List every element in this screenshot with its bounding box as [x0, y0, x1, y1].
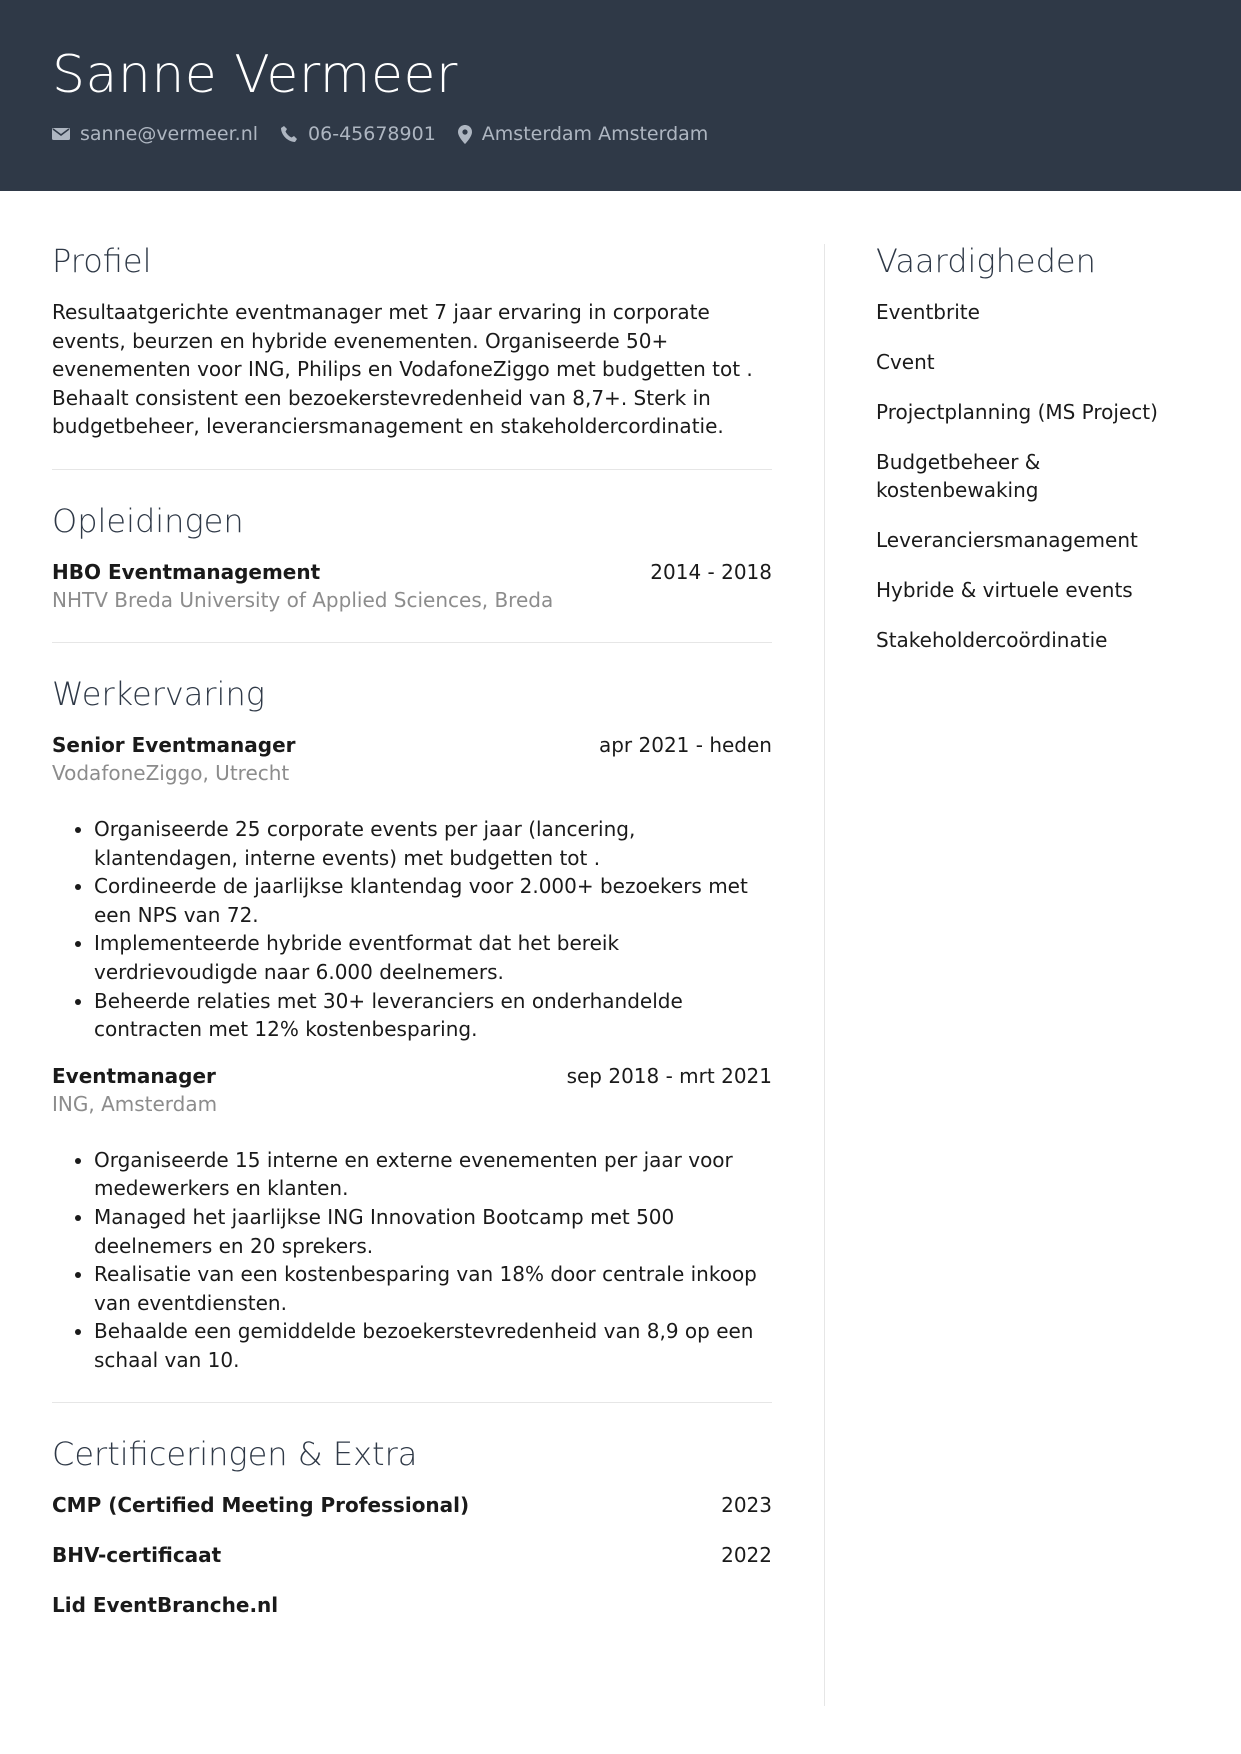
skill-item: Eventbrite [876, 300, 980, 324]
email-text: sanne@vermeer.nl [80, 123, 259, 145]
certification-item [52, 1491, 772, 1519]
job-title: Eventmanager [52, 1063, 216, 1088]
list-item: • Managed het jaarlijkse ING Innovation Bootcamp met 500 deelnemers en 20 sprekers. [94, 1203, 772, 1260]
job-period: apr 2021 - heden [598, 732, 772, 757]
list-item: • Cordineerde de jaarlijkse klantendag voor 2.000+ bezoekers met een NPS van 72. [94, 872, 772, 929]
envelope-icon [52, 127, 70, 141]
experience-entry [52, 1062, 772, 1375]
education-period: 2014 - 2018 [650, 559, 772, 584]
certification-name: CMP (Certified Meeting Professional) [52, 1493, 470, 1518]
certification-name: BHV-certificaat [52, 1543, 222, 1568]
skill-item: Stakeholdercoördinatie [876, 628, 1108, 652]
phone-text: 06-45678901 [308, 123, 436, 145]
column-divider [824, 244, 825, 1706]
job-title: Senior Eventmanager [52, 732, 296, 757]
education-institution: NHTV Breda University of Applied Sciences, Breda [52, 587, 554, 612]
certification-item [52, 1591, 772, 1619]
education-entry [52, 558, 772, 614]
skill-item: Hybride & virtuele events [876, 578, 1133, 602]
skill-item: Budgetbeheer & kostenbewaking [876, 450, 1041, 502]
certification-item [52, 1541, 772, 1569]
certification-name: Lid EventBranche.nl [52, 1593, 279, 1618]
job-bullets [52, 815, 772, 1044]
job-company: ING, Amsterdam [52, 1091, 218, 1116]
certification-year: 2023 [721, 1493, 772, 1518]
skills-heading: Vaardigheden [876, 242, 1096, 280]
certifications-heading: Certificeringen & Extra [52, 1435, 418, 1474]
job-period: sep 2018 - mrt 2021 [566, 1063, 772, 1088]
experience-heading: Werkervaring [52, 674, 265, 713]
contact-email [52, 121, 258, 147]
certification-year: 2022 [721, 1543, 772, 1568]
map-marker-icon [458, 125, 472, 144]
experience-section [52, 671, 772, 1404]
education-heading: Opleidingen [52, 501, 244, 540]
contact-phone [280, 121, 436, 147]
phone-icon [280, 125, 298, 143]
contact-info [52, 121, 730, 147]
profile-heading: Profiel [52, 242, 152, 280]
skills-list [876, 298, 1206, 654]
skill-item: Leveranciersmanagement [876, 528, 1138, 552]
contact-location [458, 121, 709, 147]
sidebar-column [876, 238, 1206, 676]
skill-item: Projectplanning (MS Project) [876, 400, 1158, 424]
list-item: • Behaalde een gemiddelde bezoekerstevredenheid van 8,9 op een schaal van 10. [94, 1317, 772, 1374]
candidate-name: Sanne Vermeer [52, 45, 458, 105]
education-title: HBO Eventmanagement [52, 559, 321, 584]
list-item: • Organiseerde 15 interne en externe evenementen per jaar voor medewerkers en klanten. [94, 1146, 772, 1203]
profile-text: Resultaatgerichte eventmanager met 7 jaar ervaring in corporate events, beurzen en hybride evenementen. Organiseerde 50+ evenementen voor ING, Philips en VodafoneZiggo met budgetten tot . Behaalt consistent een bezoekerstevredenheid van 8,7+. Sterk in budgetbeheer, leveranciersmanagement en stakeholdercordinatie. [52, 300, 753, 439]
profile-section [52, 238, 772, 470]
education-section [52, 498, 772, 643]
experience-entry [52, 731, 772, 1044]
list-item: • Implementeerde hybride eventformat dat het bereik verdrievoudigde naar 6.000 deelnemers. [94, 929, 772, 986]
resume-header [0, 0, 1241, 191]
job-bullets [52, 1146, 772, 1375]
list-item: • Organiseerde 25 corporate events per jaar (lancering, klantendagen, interne events) met budgetten tot . [94, 815, 772, 872]
location-text: Amsterdam Amsterdam [481, 123, 709, 145]
main-column [52, 238, 772, 1619]
skill-item: Cvent [876, 350, 935, 374]
certifications-section [52, 1431, 772, 1619]
job-company: VodafoneZiggo, Utrecht [52, 760, 290, 785]
list-item: • Beheerde relaties met 30+ leveranciers en onderhandelde contracten met 12% kostenbesparing. [94, 987, 772, 1044]
list-item: • Realisatie van een kostenbesparing van 18% door centrale inkoop van eventdiensten. [94, 1260, 772, 1317]
